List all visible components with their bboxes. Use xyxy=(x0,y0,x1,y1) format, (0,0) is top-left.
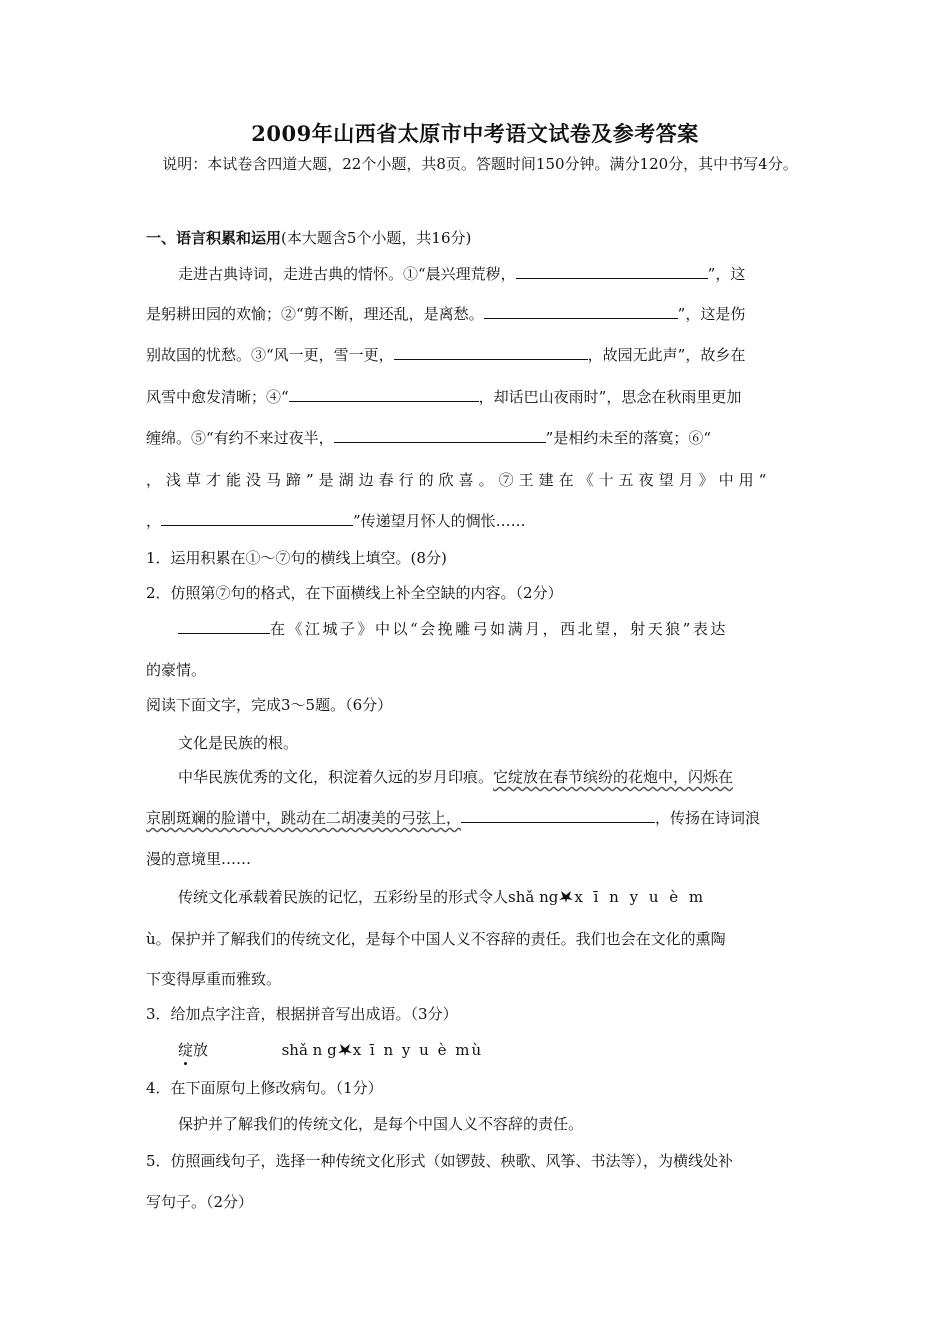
section-1-heading xyxy=(146,227,471,248)
flower-glyph-icon xyxy=(337,1042,353,1057)
answer-blank-2[interactable] xyxy=(484,303,678,319)
question-3-items: 绽放 shǎ n g x ī n y u è mù xyxy=(178,1041,484,1059)
question-4: 4．在下面原句上修改病句。（1分） xyxy=(146,1079,383,1097)
answer-blank-4[interactable] xyxy=(289,386,479,402)
answer-blank-7[interactable] xyxy=(161,510,353,526)
poem-line-4: 风雪中愈发清晰；④“ ，却话巴山夜雨时”，思念在秋雨里更加 xyxy=(146,388,742,406)
passage-p3: 京剧斑斓的脸谱中，跳动在二胡凄美的弓弦上， ，传扬在诗词浪 xyxy=(146,809,761,827)
question-1: 1．运用积累在①～⑦句的横线上填空。(8分) xyxy=(146,549,447,567)
answer-blank-3[interactable] xyxy=(394,344,588,360)
question-5-line-2: 写句子。（2分） xyxy=(146,1193,254,1211)
passage-p1: 文化是民族的根。 xyxy=(178,734,299,752)
flower-glyph-icon xyxy=(558,889,574,904)
section-1-title: 一、语言积累和运用 xyxy=(146,229,282,247)
poem-line-6: ，浅草才能没马蹄”是湖边春行的欣喜。⑦王建在《十五夜望月》中用“ xyxy=(146,471,772,489)
underlined-model-sentence: 它绽放在春节缤纷的花炮中，闪烁在 xyxy=(493,768,734,786)
question-3: 3．给加点字注音，根据拼音写出成语。（3分） xyxy=(146,1005,458,1023)
passage-p4: 漫的意境里…… xyxy=(146,850,252,868)
reading-intro: 阅读下面文字，完成3～5题。（6分） xyxy=(146,696,393,714)
question-2-line-2: 的豪情。 xyxy=(146,661,207,679)
passage-p2: 中华民族优秀的文化，积淀着久远的岁月印痕。它绽放在春节缤纷的花炮中，闪烁在 xyxy=(178,768,734,786)
poem-line-2: 是躬耕田园的欢愉；②“剪不断，理还乱，是离愁。 ”，这是伤 xyxy=(146,305,746,323)
poem-line-5: 缠绵。⑤“有约不来过夜半， ”是相约未至的落寞；⑥“ xyxy=(146,429,712,447)
section-1-note: (本大题含5个小题，共16分) xyxy=(281,229,472,247)
passage-p7: 下变得厚重而雅致。 xyxy=(146,970,282,988)
page-title: 2009年山西省太原市中考语文试卷及参考答案 xyxy=(251,121,699,146)
poem-line-1: 走进古典诗词，走进古典的情怀。①“晨兴理荒秽， ”，这 xyxy=(178,265,746,283)
question-2: 2．仿照第⑦句的格式，在下面横线上补全空缺的内容。（2分） xyxy=(146,584,563,602)
dotted-character: 绽 xyxy=(178,1041,194,1059)
answer-blank-5[interactable] xyxy=(334,427,546,443)
question-5: 5．仿照画线句子，选择一种传统文化形式（如锣鼓、秧歌、风筝、书法等），为横线处补 xyxy=(146,1152,734,1170)
exam-instructions: 说明：本试卷含四道大题，22个小题，共8页。答题时间150分钟。满分120分，其中书写4分。 xyxy=(162,155,798,173)
question-4-sentence: 保护并了解我们的传统文化，是每个中国人义不容辞的责任。 xyxy=(178,1115,584,1133)
answer-blank-1[interactable] xyxy=(516,263,708,279)
answer-blank-q5[interactable] xyxy=(461,807,655,823)
passage-p6: ù。保护并了解我们的传统文化，是每个中国人义不容辞的责任。我们也会在文化的熏陶 xyxy=(146,930,726,948)
poem-line-3: 别故国的忧愁。③“风一更，雪一更， ，故园无此声”，故乡在 xyxy=(146,346,746,364)
poem-line-7: ， ”传递望月怀人的惆怅…… xyxy=(146,512,526,530)
passage-p5: 传统文化承载着民族的记忆，五彩纷呈的形式令人shǎ ng x ī n y u è m xyxy=(178,888,707,906)
answer-blank-q2[interactable] xyxy=(178,618,270,634)
question-2-line: 在《江城子》中以“会挽雕弓如满月，西北望，射天狼”表达 xyxy=(178,618,728,639)
